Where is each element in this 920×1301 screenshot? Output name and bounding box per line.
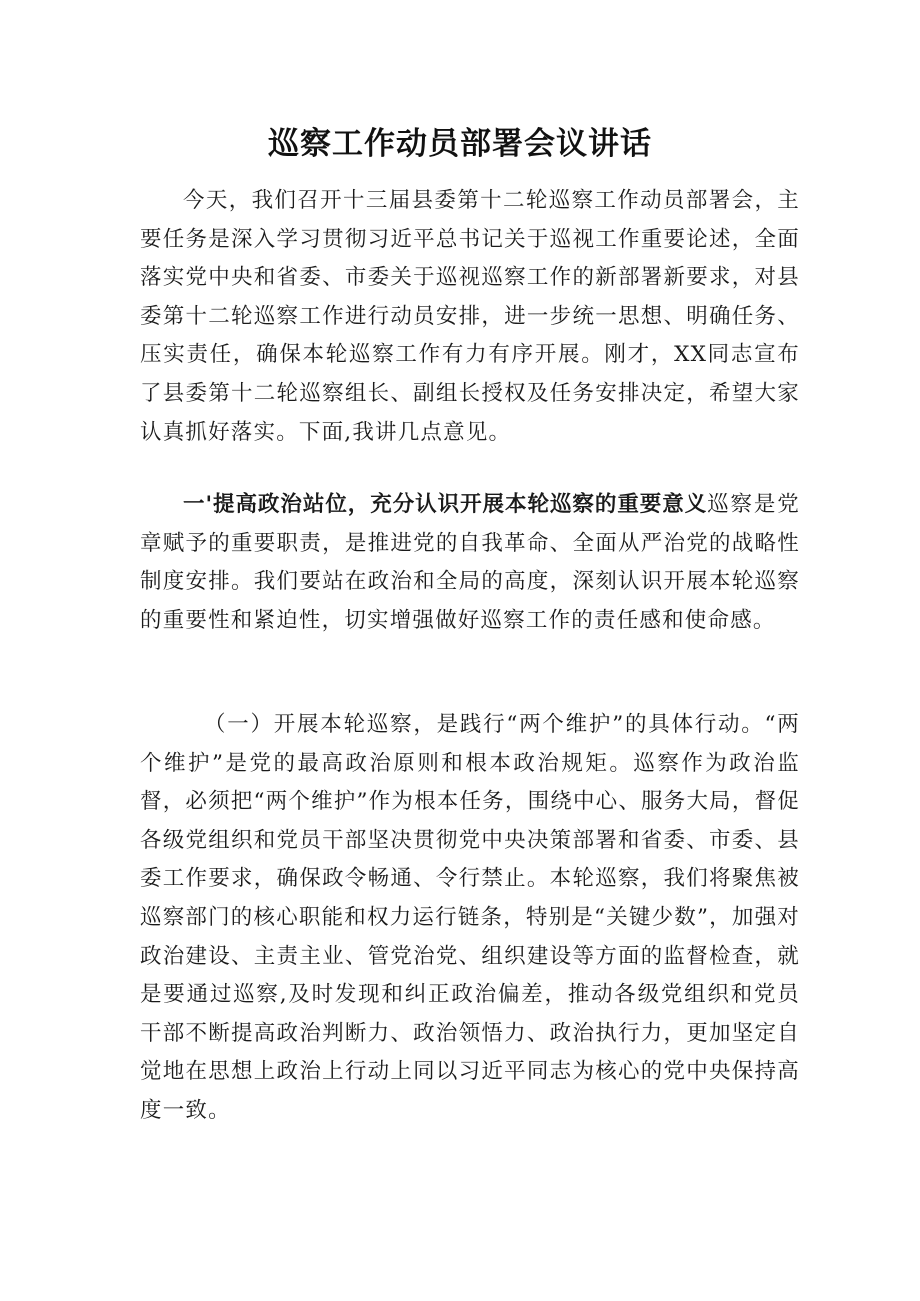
section-1-paragraph — [140, 486, 800, 640]
section-1-body: 巡察是党章赋予的重要职责，是推进党的自我革命、全面从严治党的战略性制度安排。我们要站在政治和全局的高度，深刻认识开展本轮巡察的重要性和紧迫性，切实增强做好巡察工作的责任感和使命感。 — [140, 492, 800, 633]
intro-paragraph-text: 今天，我们召开十三届县委第十二轮巡察工作动员部署会，主要任务是深入学习贯彻习近平总书记关于巡视工作重要论述，全面落实党中央和省委、市委关于巡视巡察工作的新部署新要求，对县委第十二轮巡察工作进行动员安排，进一步统一思想、明确任务、压实责任，确保本轮巡察工作有力有序开展。刚才，XX同志宣布了县委第十二轮巡察组长、副组长授权及任务安排决定，希望大家认真抓好落实。下面,我讲几点意见。 — [140, 188, 800, 445]
intro-paragraph — [140, 182, 800, 452]
section-1-heading: 一'提高政治站位，充分认识开展本轮巡察的重要意义 — [183, 492, 708, 517]
subsection-1-body: “两个维护”是党的最高政治原则和根本政治规矩。巡察作为政治监督，必须把“两个维护”作为根本任务，围绕中心、服务大局，督促各级党组织和党员干部坚决贯彻党中央决策部署和省委、市委、县委工作要求，确保政令畅通、令行禁止。本轮巡察，我们将聚焦被巡察部门的核心职能和权力运行链条，特别是“关键少数”，加强对政治建设、主责主业、管党治党、组织建设等方面的监督检查，就是要通过巡察,及时发现和纠正政治偏差，推动各级党组织和党员干部不断提高政治判断力、政治领悟力、政治执行力，更加坚定自觉地在思想上政治上行动上同以习近平同志为核心的党中央保持高度一致。 — [140, 712, 800, 1123]
subsection-1-heading: （一）开展本轮巡察，是践行“两个维护”的具体行动。 — [204, 712, 765, 737]
document-title: 巡察工作动员部署会议讲话 — [268, 126, 652, 162]
subsection-1-paragraph — [140, 706, 800, 1131]
